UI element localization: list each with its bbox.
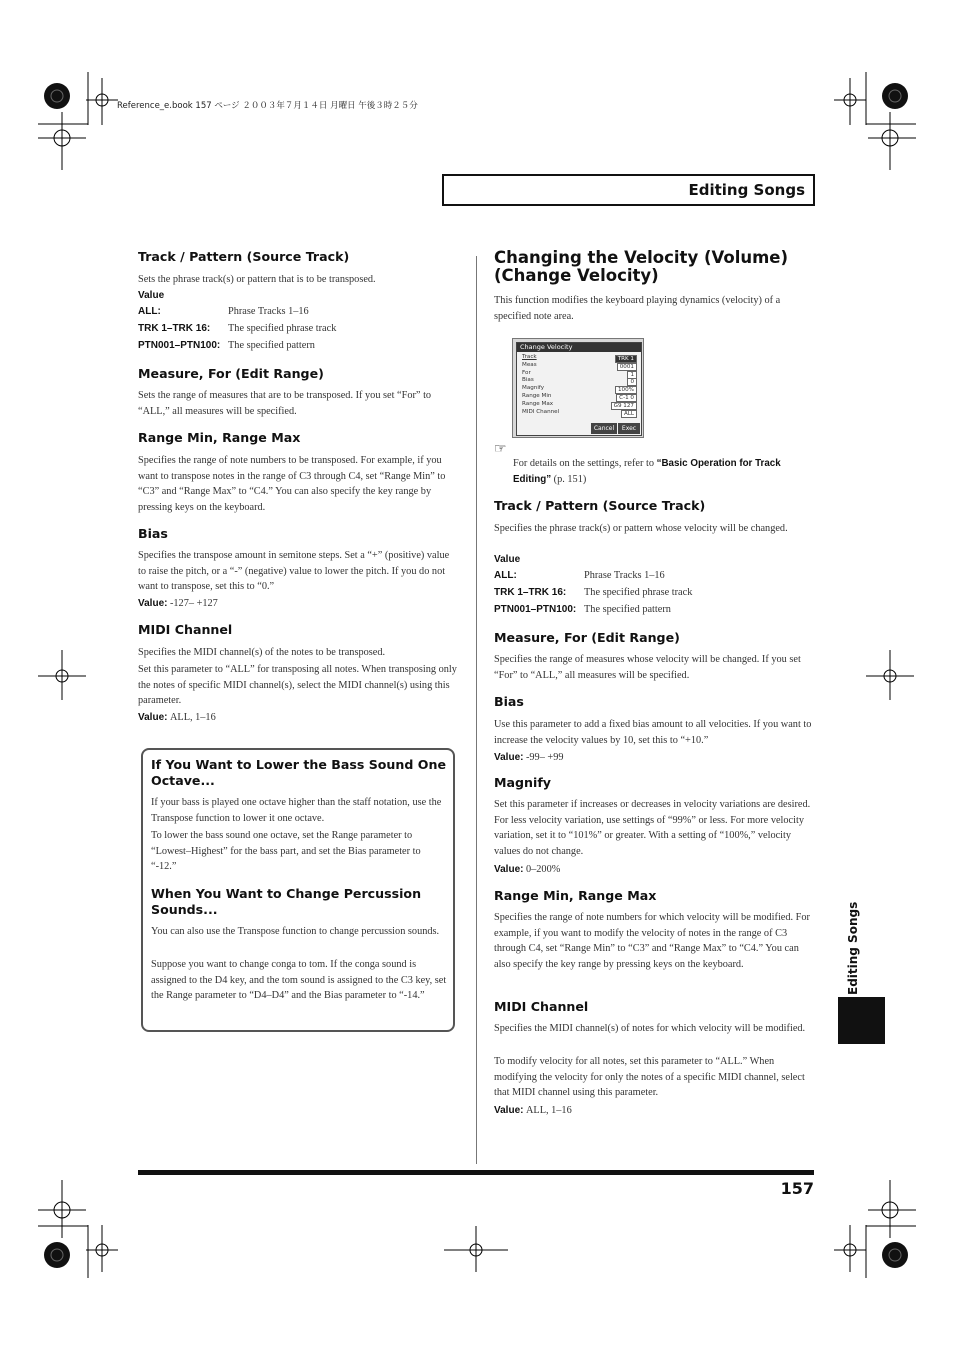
lcd-param-name: Magnify — [522, 385, 545, 392]
lcd-param-value: 0 — [627, 378, 637, 386]
tip-text: If your bass is played one octave higher than the staff notation, use the Transpose function to lower it one octave. — [151, 797, 442, 824]
body-text: Sets the range of measures that are to be transposed. If you set “For” to “ALL,” all measures will be specified. — [138, 390, 432, 417]
lcd-param-value: ALL — [621, 410, 637, 418]
lcd-param-value: 100% — [615, 386, 637, 394]
lcd-param-value: C-1 0 — [616, 394, 637, 402]
value-label: Value: — [494, 752, 524, 763]
lcd-screenshot — [512, 338, 644, 438]
file-meta: Reference_e.book 157 ページ ２００３年７月１４日 月曜日 午後３時２５分 — [117, 101, 418, 111]
pointing-hand-icon: ☞ — [494, 442, 507, 457]
value-text: ALL, 1–16 — [169, 712, 216, 723]
body-text: Sets the phrase track(s) or pattern that is to be transposed. — [138, 274, 376, 285]
lcd-param-name: MIDI Channel — [522, 408, 560, 415]
value-line — [494, 1103, 572, 1119]
side-tab-label: Editing Songs — [846, 901, 860, 995]
value-line — [494, 750, 564, 766]
body-text: To modify velocity for all notes, set this parameter to “ALL.” When modifying the velocity for only the notes of a specific MIDI channel, select that MIDI channel using this parameter. — [494, 1056, 805, 1099]
section-heading: Range Min, Range Max — [138, 430, 301, 445]
value-text: ALL, 1–16 — [525, 1105, 572, 1116]
value-text: -99– +99 — [525, 752, 564, 763]
body-text: Specifies the range of note numbers to be transposed. For example, if you want to transpose notes in the range of C3 through C4, set “Range Min” to “C3” and “Range Max” to “C4.” You can also specify the key range by pressing keys on the keyboard. — [138, 455, 446, 513]
value-key: ALL: — [494, 570, 517, 581]
body-text: Specifies the range of measures whose velocity will be changed. If you set “For” to “ALL,” all measures will be specified. — [494, 654, 801, 681]
value-row — [494, 570, 814, 586]
lcd-param-row[interactable] — [517, 385, 641, 393]
body-text: Specifies the range of note numbers for which velocity will be modified. For example, if you want to modify the velocity of notes in the range of C3 through C4, set “Range Min” to “C3” and “Range Max” to “C4.” You can also specify the key range by pressing keys on the keyboard. — [494, 912, 810, 970]
section-heading: Track / Pattern (Source Track) — [138, 249, 350, 264]
value-key: TRK 1–TRK 16: — [494, 587, 567, 598]
value-label: Value — [138, 290, 165, 301]
side-tab-block — [838, 997, 885, 1044]
section-heading: Measure, For (Edit Range) — [138, 366, 324, 381]
column-divider — [476, 256, 477, 1164]
header-title: Editing Songs — [688, 181, 805, 199]
lcd-title: Change Velocity — [517, 343, 641, 352]
lcd-param-row[interactable] — [517, 401, 641, 409]
lcd-param-name: Track — [522, 354, 537, 360]
section-heading: Bias — [138, 526, 168, 541]
lcd-param-value: 1 — [627, 371, 637, 379]
value-row — [494, 604, 814, 620]
body-text: Specifies the MIDI channel(s) of notes for which velocity will be modified. — [494, 1023, 806, 1034]
value-text: 0–200% — [525, 864, 561, 875]
lcd-param-name: Bias — [522, 377, 534, 384]
section-heading: MIDI Channel — [138, 622, 233, 637]
lcd-param-value: G9 127 — [611, 402, 637, 410]
body-text: Set this parameter if increases or decreases in velocity variations are desired. For less velocity variation, use settings of “99%” or less. For more velocity variation, set it to “101%” or greater. With a setting of “100%,” velocity values do not change. — [494, 799, 811, 857]
page-title: Changing the Velocity (Volume) (Change Velocity) — [494, 248, 789, 285]
section-heading: Range Min, Range Max — [494, 888, 657, 903]
lcd-param-row[interactable] — [517, 393, 641, 401]
value-desc: The specified phrase track — [584, 587, 693, 598]
value-desc: The specified pattern — [228, 340, 315, 351]
value-label: Value: — [494, 1105, 524, 1116]
tip-text: Suppose you want to change conga to tom. If the conga sound is assigned to the D4 key, and the tom sound is assigned to the C3 key, set the Range parameter to “D4–D4” and the Bias parameter to “-14.” — [151, 959, 447, 1002]
value-desc: The specified pattern — [584, 604, 671, 615]
section-heading: Magnify — [494, 775, 552, 790]
footer-rule — [138, 1170, 814, 1175]
value-key: PTN001–PTN100: — [494, 604, 577, 615]
body-text: Set this parameter to “ALL” for transposing all notes. When transposing only the notes of specific MIDI channel(s), select the MIDI channel(s) using this parameter. — [138, 664, 457, 707]
tip-text: To lower the bass sound one octave, set the Range parameter to “Lowest–Highest” for the bass part, and set the Bias parameter to “-12.” — [151, 830, 421, 873]
lcd-param-row[interactable] — [517, 362, 641, 370]
lcd-param-value: TRK 1 — [615, 355, 637, 363]
section-heading: Measure, For (Edit Range) — [494, 630, 680, 645]
value-row — [138, 323, 458, 339]
body-text: Specifies the MIDI channel(s) of the notes to be transposed. — [138, 647, 386, 658]
page-number: 157 — [780, 1179, 814, 1198]
body-text: Use this parameter to add a fixed bias amount to all velocities. If you want to increase the velocity values by 10, set this to “+10.” — [494, 719, 812, 746]
reference-note — [513, 456, 813, 487]
tip-heading: If You Want to Lower the Bass Sound One Octave... — [151, 757, 446, 788]
section-heading: Bias — [494, 694, 524, 709]
reference-prefix: For details on the settings, refer to — [513, 458, 657, 469]
body-text: Specifies the phrase track(s) or pattern whose velocity will be changed. — [494, 523, 788, 534]
value-key: ALL: — [138, 306, 161, 317]
value-label: Value: — [494, 864, 524, 875]
lcd-param-row[interactable] — [517, 409, 641, 417]
value-line — [138, 596, 218, 612]
value-key: PTN001–PTN100: — [138, 340, 221, 351]
body-text: Specifies the transpose amount in semitone steps. Set a “+” (positive) value to raise the pitch, or a “-” (negative) value to lower the pitch. If you do not want to transpose, set this to “0.” — [138, 550, 450, 593]
value-row — [138, 340, 458, 356]
lcd-param-name: Range Min — [522, 392, 552, 399]
value-label: Value: — [138, 598, 168, 609]
lcd-param-name: Meas — [522, 361, 537, 368]
tip-text: You can also use the Transpose function to change percussion sounds. — [151, 926, 440, 937]
exec-button[interactable]: Exec — [618, 423, 640, 434]
reference-page: (p. 151) — [551, 473, 587, 485]
value-line — [138, 710, 216, 726]
reference-link[interactable]: “Basic Operation for Track Editing” — [513, 458, 781, 485]
lcd-param-row[interactable] — [517, 377, 641, 385]
lcd-param-list — [517, 354, 641, 416]
tip-box — [141, 748, 455, 1032]
value-desc: Phrase Tracks 1–16 — [584, 570, 665, 581]
body-text: This function modifies the keyboard playing dynamics (velocity) of a specified note area. — [494, 295, 781, 322]
lcd-param-name: Range Max — [522, 400, 554, 407]
lcd-param-value: 0001 — [617, 363, 637, 371]
tip-heading: When You Want to Change Percussion Sounds... — [151, 886, 422, 917]
lcd-param-row[interactable] — [517, 370, 641, 378]
lcd-screen — [516, 342, 642, 436]
value-label: Value — [494, 554, 521, 565]
lcd-param-row[interactable] — [517, 354, 641, 362]
section-heading: Track / Pattern (Source Track) — [494, 498, 706, 513]
value-key: TRK 1–TRK 16: — [138, 323, 211, 334]
value-row — [138, 306, 458, 322]
running-header — [442, 174, 815, 206]
value-line — [494, 862, 560, 878]
lcd-param-name: For — [522, 369, 531, 376]
cancel-button[interactable]: Cancel — [591, 423, 617, 434]
value-label: Value: — [138, 712, 168, 723]
value-desc: Phrase Tracks 1–16 — [228, 306, 309, 317]
section-heading: MIDI Channel — [494, 999, 589, 1014]
value-row — [494, 587, 814, 603]
value-text: -127– +127 — [169, 598, 218, 609]
value-desc: The specified phrase track — [228, 323, 337, 334]
